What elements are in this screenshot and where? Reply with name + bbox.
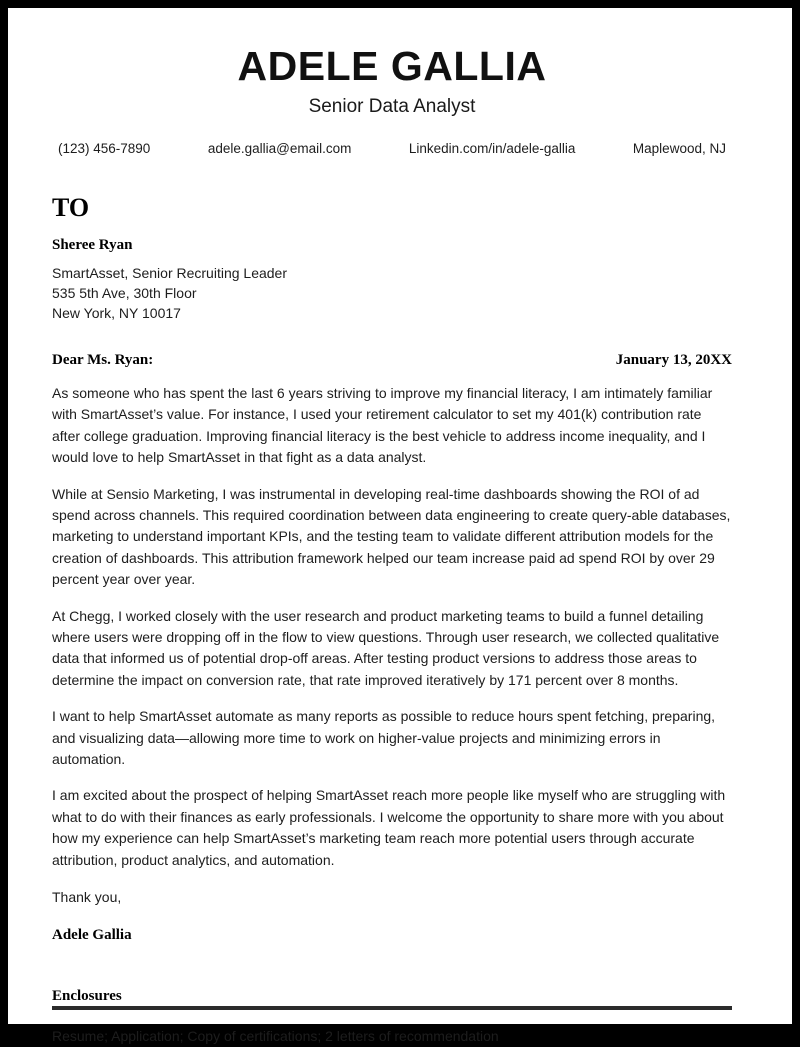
recipient-company-line: SmartAsset, Senior Recruiting Leader [52, 265, 287, 282]
letter-body [52, 383, 732, 871]
body-paragraph: I want to help SmartAsset automate as many reports as possible to reduce hours spent fetching, preparing, and visualizing data—allowing more time to work on higher-value projects and minimizing errors in automation. [52, 708, 716, 768]
contact-linkedin: Linkedin.com/in/adele-gallia [408, 140, 576, 156]
body-paragraph: I am excited about the prospect of helping SmartAsset reach more people like myself who are struggling with what to do with their finances as early professionals. I welcome the opportunity to share more with you about how my experience can help SmartAsset’s marketing team reach more potential users through accurate attribution, product analytics, and automation. [52, 787, 726, 868]
signature-name: Adele Gallia [52, 927, 132, 944]
closing-line: Thank you, [52, 889, 122, 906]
letter-header [52, 8, 732, 119]
enclosures-section [52, 988, 732, 1047]
contact-phone: (123) 456-7890 [58, 140, 151, 156]
recipient-street-line: 535 5th Ave, 30th Floor [52, 285, 197, 302]
letter-date: January 13, 20XX [615, 351, 732, 368]
contact-email: adele.gallia@email.com [207, 140, 352, 156]
body-paragraph: While at Sensio Marketing, I was instrumental in developing real-time dashboards showing the ROI of ad spend across channels. This required coordination between data engineering to create query-able databases, marketing to understand important KPIs, and the testing team to validate different attribution models for the creation of dashboards. This attribution framework helped our team increase paid ad spend ROI by over 29 percent year over year. [52, 485, 731, 588]
body-paragraph: As someone who has spent the last 6 years striving to improve my financial literacy, I am intimately familiar with SmartAsset’s value. For instance, I used your retirement calculator to set my 401(k) contribution rate after college graduation. Improving financial literacy is the best vehicle to address income inequality, and I would love to help SmartAsset in that fight as a data analyst. [52, 384, 713, 466]
to-heading: TO [52, 192, 90, 222]
page-content [52, 8, 732, 1047]
salutation-row [52, 352, 732, 369]
candidate-job-title: Senior Data Analyst [308, 95, 476, 117]
salutation: Dear Ms. Ryan: [52, 351, 154, 368]
recipient-block [52, 194, 732, 324]
enclosures-list: Resume; Application; Copy of certifications; 2 letters of recommendation [52, 1028, 499, 1045]
enclosures-heading: Enclosures [52, 988, 122, 1005]
contact-location: Maplewood, NJ [632, 140, 726, 156]
recipient-address [52, 264, 732, 324]
body-paragraph: At Chegg, I worked closely with the user research and product marketing teams to build a funnel detailing where users were dropping off in the flow to view questions. Through user research, we collected qualitative data that informed us of potential drop-off areas. After testing product versions to address those areas to determine the impact on conversion rate, that rate improved iteratively by 171 percent over 8 months. [52, 607, 720, 688]
document-page [8, 8, 792, 1045]
recipient-city-line: New York, NY 10017 [52, 305, 181, 322]
candidate-name: ADELE GALLIA [237, 43, 547, 89]
recipient-name: Sheree Ryan [52, 237, 133, 254]
enclosures-divider [52, 1006, 732, 1010]
contact-row [56, 141, 728, 156]
